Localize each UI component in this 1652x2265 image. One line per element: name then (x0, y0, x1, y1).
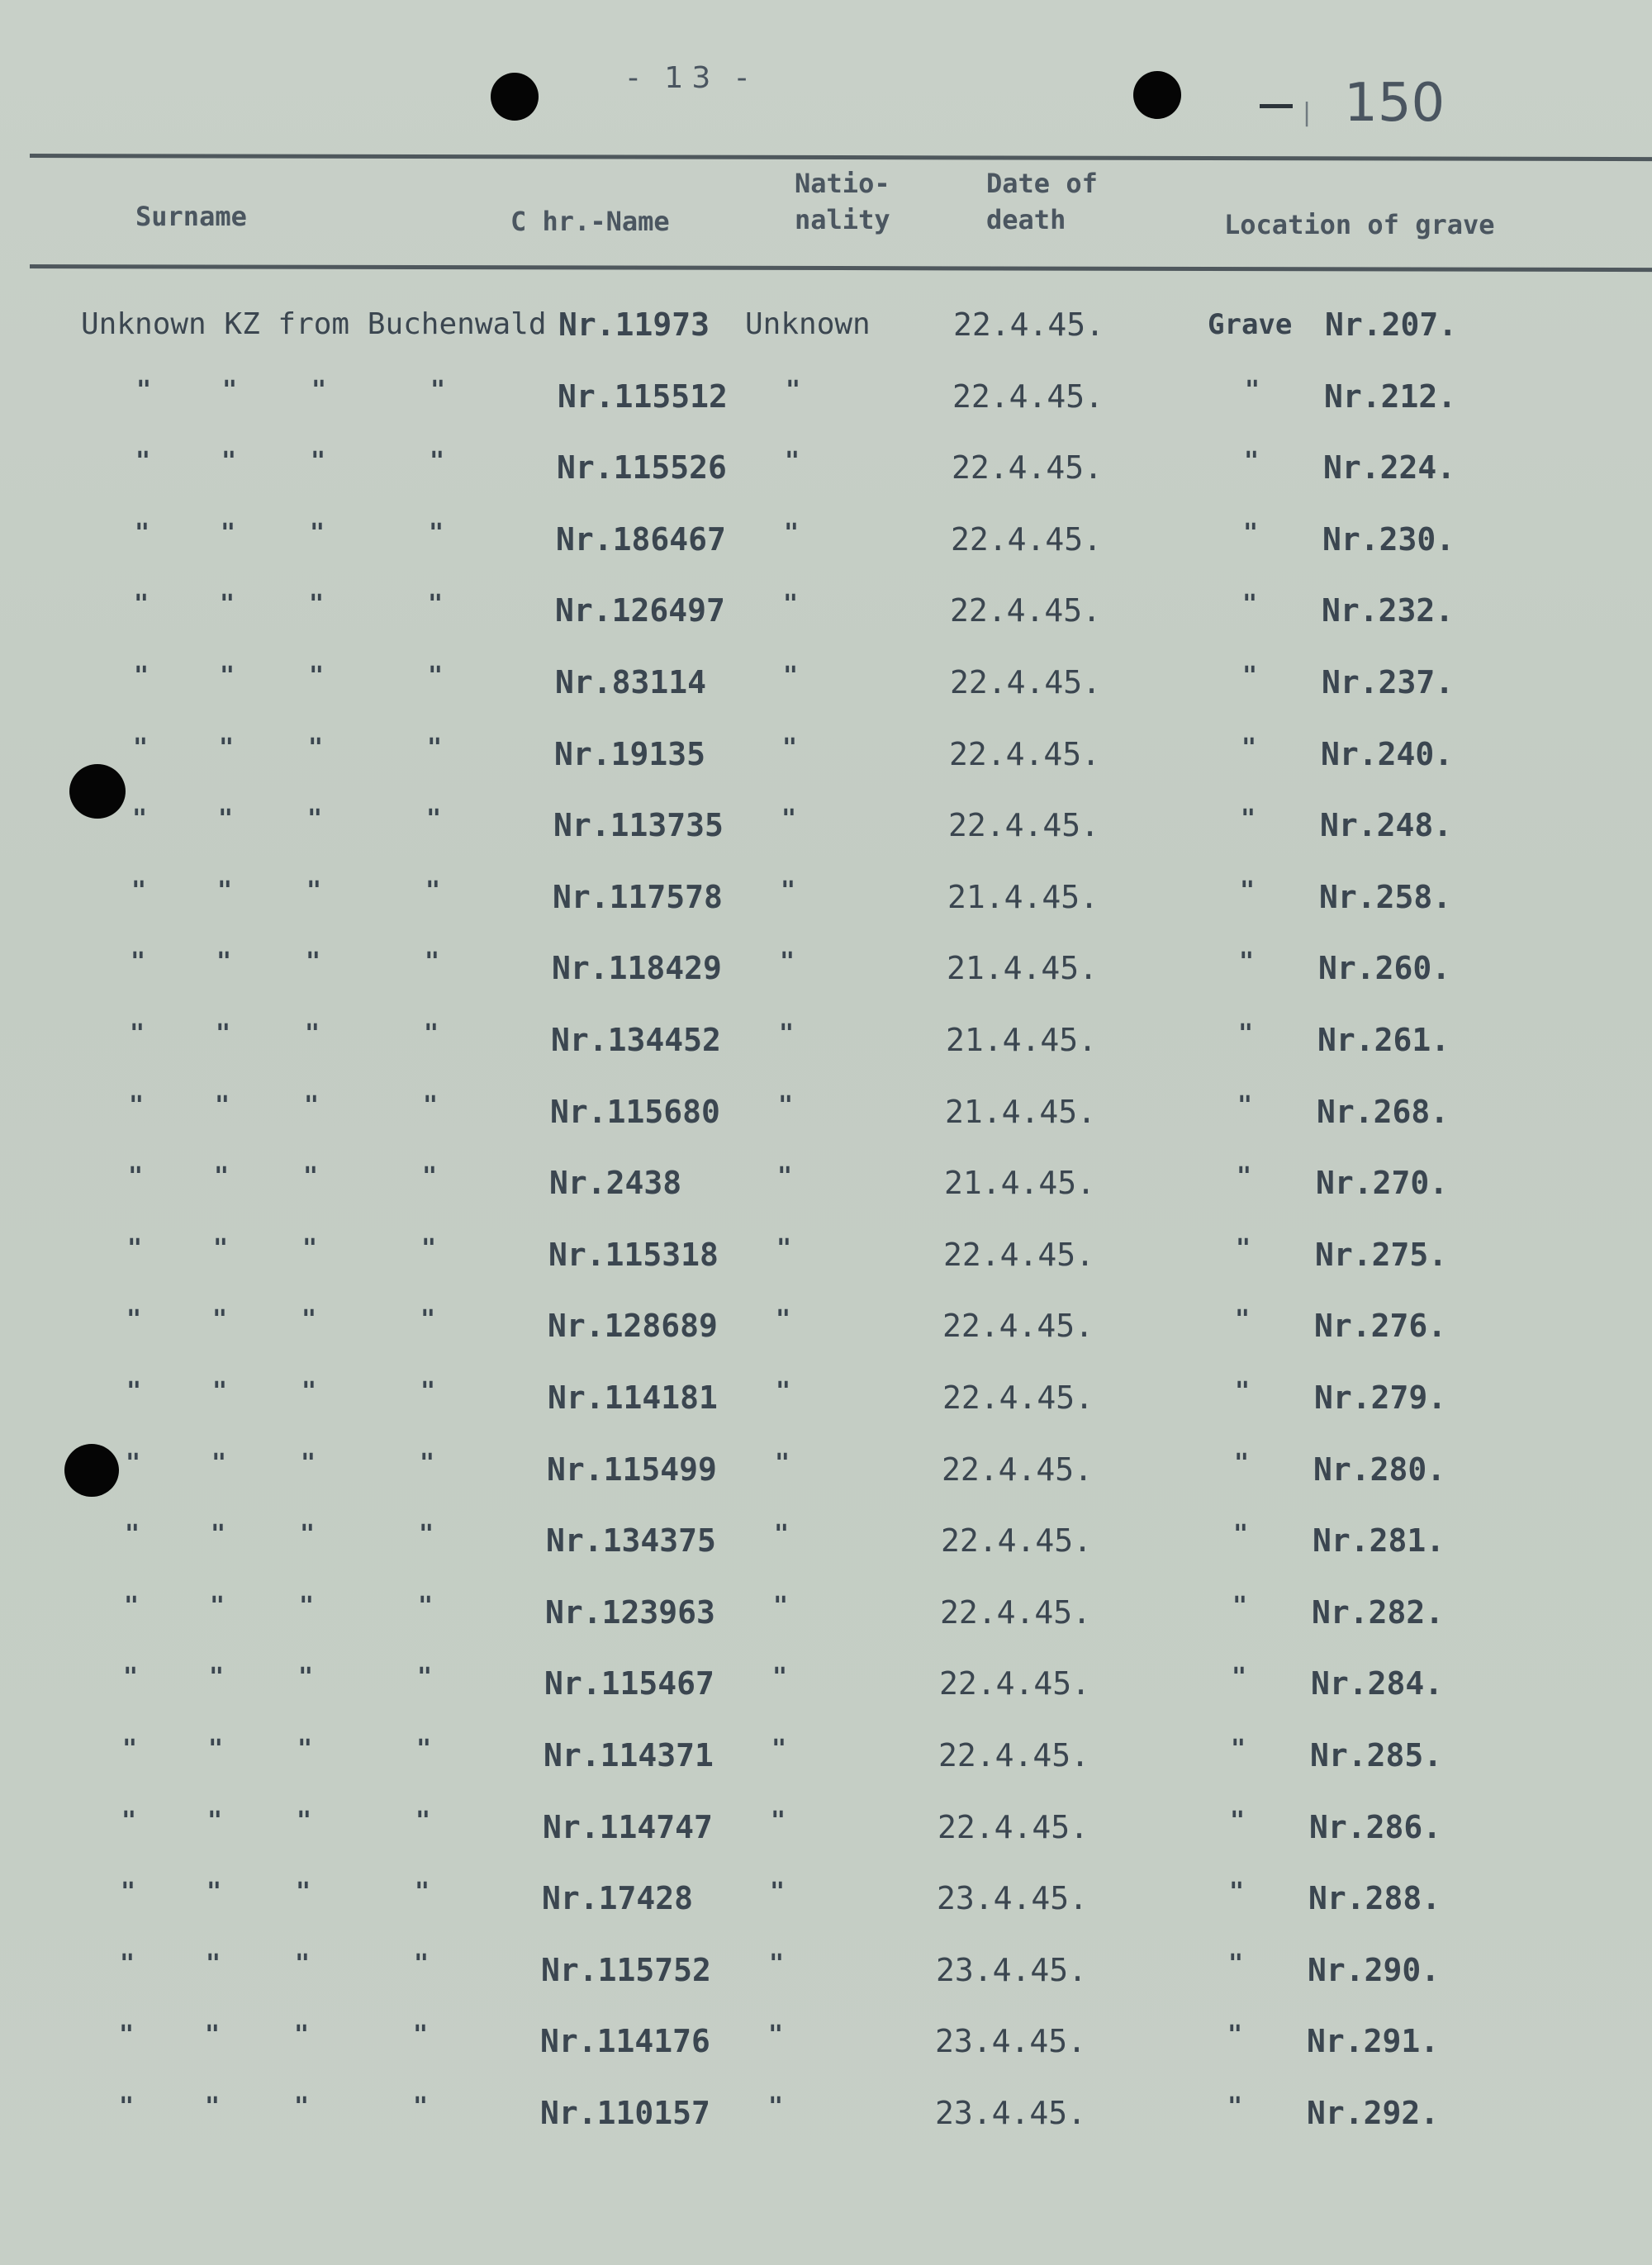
ditto-mark: " (306, 876, 322, 905)
grave-number-cell: Nr.248. (1320, 807, 1453, 843)
ditto-mark: " (135, 447, 151, 476)
date-of-death-cell: 23.4.45. (936, 1952, 1088, 1988)
ditto-mark: " (296, 1878, 311, 1906)
ditto-mark: " (221, 519, 236, 548)
table-row (0, 1941, 1652, 1999)
ditto-mark: " (212, 1377, 228, 1406)
grave-label-cell: " (1241, 805, 1256, 833)
ditto-mark: " (309, 590, 325, 619)
ditto-mark: " (127, 1234, 143, 1263)
prisoner-number-cell: Nr.110157 (540, 2095, 710, 2131)
nationality-cell: " (781, 805, 797, 833)
table-row (0, 582, 1652, 639)
ditto-mark: " (422, 1162, 438, 1191)
ditto-mark: " (121, 1878, 136, 1906)
ditto-mark: " (428, 662, 444, 691)
grave-number-cell: Nr.268. (1317, 1094, 1450, 1130)
table-row (0, 1798, 1652, 1856)
ditto-mark: " (131, 947, 146, 976)
date-of-death-cell: 21.4.45. (944, 1165, 1096, 1201)
grave-number-cell: Nr.291. (1307, 2023, 1440, 2059)
ditto-mark: " (301, 1305, 317, 1334)
ditto-mark: " (211, 1520, 226, 1549)
ditto-mark: " (119, 2020, 135, 2049)
ditto-mark: " (298, 1663, 314, 1692)
ditto-mark: " (301, 1377, 317, 1406)
grave-label-cell: " (1236, 1234, 1251, 1263)
header-bottom-rule (30, 264, 1652, 272)
grave-label-cell: " (1227, 2092, 1243, 2121)
date-of-death-cell: 22.4.45. (949, 736, 1101, 772)
punch-hole (491, 73, 539, 121)
nationality-cell: " (768, 2092, 784, 2121)
prisoner-number-cell: Nr.115467 (544, 1665, 714, 1702)
grave-number-cell: Nr.280. (1313, 1451, 1446, 1488)
nationality-cell: " (776, 1234, 792, 1263)
prisoner-number-cell: Nr.117578 (553, 879, 723, 915)
prisoner-number-cell: Nr.114181 (548, 1379, 718, 1416)
ditto-mark: " (206, 1878, 222, 1906)
table-row (0, 1226, 1652, 1284)
nationality-cell: Unknown (745, 307, 871, 341)
ditto-mark: " (210, 1592, 225, 1621)
date-of-death-cell: 21.4.45. (947, 879, 1099, 915)
grave-label-cell: Grave (1208, 308, 1293, 341)
prisoner-number-cell: Nr.17428 (542, 1880, 694, 1916)
table-row (0, 1441, 1652, 1498)
grave-number-cell: Nr.232. (1322, 592, 1455, 629)
grave-number-cell: Nr.288. (1308, 1880, 1441, 1916)
ditto-mark: " (429, 519, 444, 548)
ditto-mark: " (221, 447, 237, 476)
table-row (0, 653, 1652, 711)
ditto-mark: " (303, 1162, 319, 1191)
ditto-mark: " (413, 2020, 429, 2049)
grave-number-cell: Nr.207. (1325, 306, 1458, 343)
prisoner-number-cell: Nr.186467 (556, 521, 726, 558)
ditto-mark: " (308, 734, 324, 762)
grave-label-cell: " (1242, 662, 1258, 691)
ditto-mark: " (311, 376, 327, 405)
ditto-mark: " (211, 1449, 227, 1478)
grave-label-cell: " (1245, 376, 1260, 405)
surname-cell: Unknown KZ from Buchenwald (81, 307, 547, 341)
nationality-cell: " (783, 590, 799, 619)
table-row (0, 939, 1652, 997)
grave-number-cell: Nr.281. (1313, 1522, 1446, 1559)
table-row (0, 1584, 1652, 1641)
table-row (0, 2084, 1652, 2142)
date-of-death-cell: 23.4.45. (935, 2023, 1087, 2059)
grave-number-cell: Nr.290. (1308, 1952, 1441, 1988)
prisoner-number-cell: Nr.114747 (543, 1809, 713, 1845)
grave-number-cell: Nr.260. (1318, 950, 1451, 986)
date-of-death-cell: 22.4.45. (950, 664, 1102, 700)
ditto-mark: " (413, 2092, 429, 2121)
nationality-cell: " (768, 2020, 784, 2049)
grave-number-cell: Nr.270. (1316, 1165, 1449, 1201)
ditto-mark: " (297, 1735, 313, 1764)
prisoner-number-cell: Nr.128689 (548, 1308, 718, 1344)
prisoner-number-cell: Nr.115680 (550, 1094, 720, 1130)
table-row (0, 1369, 1652, 1427)
header-location-of-grave: Location of grave (1224, 209, 1495, 240)
prisoner-number-cell: Nr.11973 (558, 306, 710, 343)
ditto-mark: " (130, 1019, 145, 1048)
grave-label-cell: " (1244, 447, 1260, 476)
grave-label-cell: " (1232, 1592, 1248, 1621)
ditto-mark: " (126, 1305, 142, 1334)
table-row (0, 510, 1652, 568)
table-row (0, 868, 1652, 926)
ditto-mark: " (424, 1019, 439, 1048)
ditto-mark: " (215, 1091, 230, 1120)
ditto-mark: " (220, 662, 235, 691)
grave-label-cell: " (1232, 1663, 1247, 1692)
ditto-mark: " (135, 519, 150, 548)
nationality-cell: " (779, 1019, 795, 1048)
grave-number-cell: Nr.276. (1314, 1308, 1447, 1344)
ditto-mark: " (419, 1520, 434, 1549)
page-number-value: 150 (1344, 73, 1446, 134)
ditto-mark: " (420, 1449, 435, 1478)
nationality-cell: " (778, 1091, 794, 1120)
date-of-death-cell: 22.4.45. (953, 306, 1105, 343)
prisoner-number-cell: Nr.2438 (549, 1165, 682, 1201)
prisoner-number-cell: Nr.118429 (552, 950, 722, 986)
prisoner-number-cell: Nr.113735 (553, 807, 724, 843)
table-row (0, 1869, 1652, 1927)
ditto-mark: " (414, 1949, 430, 1978)
grave-number-cell: Nr.261. (1317, 1022, 1450, 1058)
ditto-mark: " (415, 1807, 431, 1835)
nationality-cell: " (783, 662, 799, 691)
grave-number-cell: Nr.230. (1322, 521, 1455, 558)
ditto-mark: " (214, 1162, 230, 1191)
ditto-mark: " (209, 1663, 225, 1692)
ditto-mark: " (418, 1592, 434, 1621)
prisoner-number-cell: Nr.123963 (545, 1594, 715, 1631)
date-of-death-cell: 21.4.45. (947, 950, 1099, 986)
ditto-mark: " (428, 590, 444, 619)
ditto-mark: " (119, 2092, 135, 2121)
date-of-death-cell: 22.4.45. (942, 1379, 1094, 1416)
table-row (0, 1655, 1652, 1712)
ditto-mark: " (310, 519, 325, 548)
prisoner-number-cell: Nr.114176 (540, 2023, 710, 2059)
prisoner-number-cell: Nr.134375 (546, 1522, 716, 1559)
grave-number-cell: Nr.224. (1323, 449, 1456, 486)
ditto-mark: " (219, 734, 235, 762)
ditto-mark: " (311, 447, 326, 476)
date-of-death-cell: 22.4.45. (939, 1665, 1091, 1702)
date-of-death-cell: 22.4.45. (941, 1522, 1093, 1559)
nationality-cell: " (770, 1878, 786, 1906)
ditto-mark: " (129, 1091, 145, 1120)
nationality-cell: " (772, 1663, 788, 1692)
table-row (0, 1154, 1652, 1212)
ditto-mark: " (133, 734, 149, 762)
ditto-mark: " (205, 2092, 221, 2121)
nationality-cell: " (777, 1162, 793, 1191)
nationality-cell: " (774, 1520, 790, 1549)
ditto-mark: " (134, 662, 150, 691)
date-of-death-cell: 22.4.45. (942, 1451, 1094, 1488)
header-top-rule (30, 154, 1652, 161)
header-chr-name: C hr.-Name (510, 206, 670, 237)
ditto-mark: " (301, 1449, 316, 1478)
grave-number-cell: Nr.279. (1314, 1379, 1447, 1416)
prisoner-number-cell: Nr.134452 (551, 1022, 721, 1058)
ditto-mark: " (297, 1807, 312, 1835)
grave-label-cell: " (1234, 1449, 1250, 1478)
grave-number-cell: Nr.240. (1321, 736, 1454, 772)
header-nationality: Natio- nality (795, 168, 890, 235)
prisoner-number-cell: Nr.115318 (548, 1237, 719, 1273)
prisoner-number-cell: Nr.115526 (557, 449, 727, 486)
prisoner-number-cell: Nr.126497 (555, 592, 725, 629)
ditto-mark: " (207, 1807, 223, 1835)
grave-label-cell: " (1230, 1807, 1246, 1835)
date-of-death-cell: 22.4.45. (943, 1237, 1095, 1273)
grave-label-cell: " (1240, 876, 1256, 905)
grave-label-cell: " (1235, 1377, 1251, 1406)
nationality-cell: " (782, 734, 798, 762)
date-of-death-cell: 23.4.45. (937, 1880, 1089, 1916)
ditto-mark: " (302, 1234, 318, 1263)
grave-label-cell: " (1235, 1305, 1251, 1334)
ditto-mark: " (307, 805, 323, 833)
table-row (0, 1083, 1652, 1141)
grave-label-cell: " (1233, 1520, 1249, 1549)
ditto-mark: " (309, 662, 325, 691)
grave-label-cell: " (1241, 734, 1257, 762)
nationality-cell: " (771, 1807, 786, 1835)
prisoner-number-cell: Nr.115499 (547, 1451, 717, 1488)
ditto-mark: " (205, 2020, 221, 2049)
page-number-stamp: | 150 (1260, 73, 1445, 134)
date-of-death-cell: 22.4.45. (952, 378, 1104, 415)
grave-label-cell: " (1243, 519, 1259, 548)
ditto-mark: " (295, 1949, 311, 1978)
ditto-mark: " (132, 805, 148, 833)
ditto-mark: " (131, 876, 147, 905)
nationality-cell: " (785, 447, 800, 476)
ditto-mark: " (425, 876, 441, 905)
date-of-death-cell: 22.4.45. (938, 1809, 1089, 1845)
grave-number-cell: Nr.258. (1319, 879, 1452, 915)
table-row (0, 296, 1652, 354)
nationality-cell: " (780, 947, 795, 976)
table-row (0, 1011, 1652, 1069)
nationality-cell: " (769, 1949, 785, 1978)
ditto-mark: " (220, 590, 235, 619)
date-of-death-cell: 22.4.45. (948, 807, 1100, 843)
table-row (0, 725, 1652, 783)
ditto-mark: " (125, 1520, 140, 1549)
ditto-mark: " (206, 1949, 221, 1978)
ditto-mark: " (415, 1878, 430, 1906)
nationality-cell: " (786, 376, 801, 405)
ditto-mark: " (299, 1592, 315, 1621)
date-of-death-cell: 22.4.45. (952, 449, 1104, 486)
ditto-mark: " (216, 947, 232, 976)
grave-label-cell: " (1237, 1162, 1252, 1191)
ditto-mark: " (420, 1377, 436, 1406)
ditto-mark: " (123, 1663, 139, 1692)
grave-number-cell: Nr.292. (1307, 2095, 1440, 2131)
nationality-cell: " (784, 519, 800, 548)
ditto-mark: " (136, 376, 152, 405)
nationality-cell: " (776, 1377, 791, 1406)
date-of-death-cell: 23.4.45. (935, 2095, 1087, 2131)
table-row (0, 1726, 1652, 1784)
ditto-mark: " (430, 447, 445, 476)
table-row (0, 439, 1652, 496)
ditto-mark: " (430, 376, 446, 405)
table-row (0, 368, 1652, 425)
grave-number-cell: Nr.285. (1310, 1737, 1443, 1774)
prisoner-number-cell: Nr.115752 (541, 1952, 711, 1988)
ditto-mark: " (216, 1019, 231, 1048)
prisoner-number-cell: Nr.83114 (555, 664, 707, 700)
ditto-mark: " (416, 1735, 432, 1764)
nationality-cell: " (771, 1735, 787, 1764)
grave-number-cell: Nr.282. (1312, 1594, 1445, 1631)
grave-number-cell: Nr.284. (1311, 1665, 1444, 1702)
ditto-mark: " (294, 2020, 310, 2049)
prisoner-number-cell: Nr.19135 (554, 736, 706, 772)
ditto-mark: " (134, 590, 150, 619)
ditto-mark: " (426, 805, 442, 833)
grave-label-cell: " (1239, 947, 1255, 976)
ditto-mark: " (213, 1234, 229, 1263)
ditto-mark: " (124, 1592, 140, 1621)
ditto-mark: " (222, 376, 238, 405)
date-of-death-cell: 22.4.45. (951, 521, 1103, 558)
ditto-mark: " (417, 1663, 433, 1692)
nationality-cell: " (775, 1449, 790, 1478)
ditto-mark: " (208, 1735, 224, 1764)
ditto-mark: " (423, 1091, 439, 1120)
ditto-mark: " (294, 2092, 310, 2121)
grave-label-cell: " (1229, 1878, 1245, 1906)
date-of-death-cell: 22.4.45. (940, 1594, 1092, 1631)
ditto-mark: " (421, 1234, 437, 1263)
grave-label-cell: " (1238, 1019, 1254, 1048)
grave-label-cell: " (1231, 1735, 1246, 1764)
ditto-mark: " (218, 805, 234, 833)
punch-hole (1133, 71, 1181, 119)
grave-number-cell: Nr.275. (1315, 1237, 1448, 1273)
date-of-death-cell: 22.4.45. (942, 1308, 1094, 1344)
ditto-mark: " (121, 1807, 137, 1835)
ditto-mark: " (212, 1305, 228, 1334)
grave-label-cell: " (1242, 590, 1258, 619)
ditto-mark: " (300, 1520, 316, 1549)
grave-number-cell: Nr.212. (1324, 378, 1457, 415)
nationality-cell: " (773, 1592, 789, 1621)
ditto-mark: " (128, 1162, 144, 1191)
nationality-cell: " (781, 876, 796, 905)
ditto-mark: " (420, 1305, 436, 1334)
grave-number-cell: Nr.286. (1309, 1809, 1442, 1845)
grave-label-cell: " (1228, 1949, 1244, 1978)
table-row (0, 796, 1652, 854)
date-of-death-cell: 22.4.45. (938, 1737, 1090, 1774)
grave-label-cell: " (1227, 2020, 1243, 2049)
ditto-mark: " (427, 734, 443, 762)
prisoner-number-cell: Nr.115512 (558, 378, 728, 415)
header-date-of-death: Date of death (986, 168, 1098, 235)
ditto-mark: " (126, 1449, 141, 1478)
table-row (0, 1512, 1652, 1569)
ditto-mark: " (304, 1091, 320, 1120)
table-row (0, 1297, 1652, 1355)
ditto-mark: " (120, 1949, 135, 1978)
nationality-cell: " (776, 1305, 791, 1334)
ditto-mark: " (305, 1019, 320, 1048)
header-surname: Surname (135, 201, 247, 232)
ditto-mark: " (126, 1377, 142, 1406)
ditto-mark: " (217, 876, 233, 905)
table-row (0, 2012, 1652, 2070)
ditto-mark: " (306, 947, 321, 976)
ditto-mark: " (425, 947, 440, 976)
ditto-mark: " (122, 1735, 138, 1764)
grave-number-cell: Nr.237. (1322, 664, 1455, 700)
date-of-death-cell: 21.4.45. (946, 1022, 1098, 1058)
date-of-death-cell: 21.4.45. (945, 1094, 1097, 1130)
date-of-death-cell: 22.4.45. (950, 592, 1102, 629)
grave-label-cell: " (1237, 1091, 1253, 1120)
page-number-small: - 13 - (628, 61, 756, 95)
prisoner-number-cell: Nr.114371 (544, 1737, 714, 1774)
